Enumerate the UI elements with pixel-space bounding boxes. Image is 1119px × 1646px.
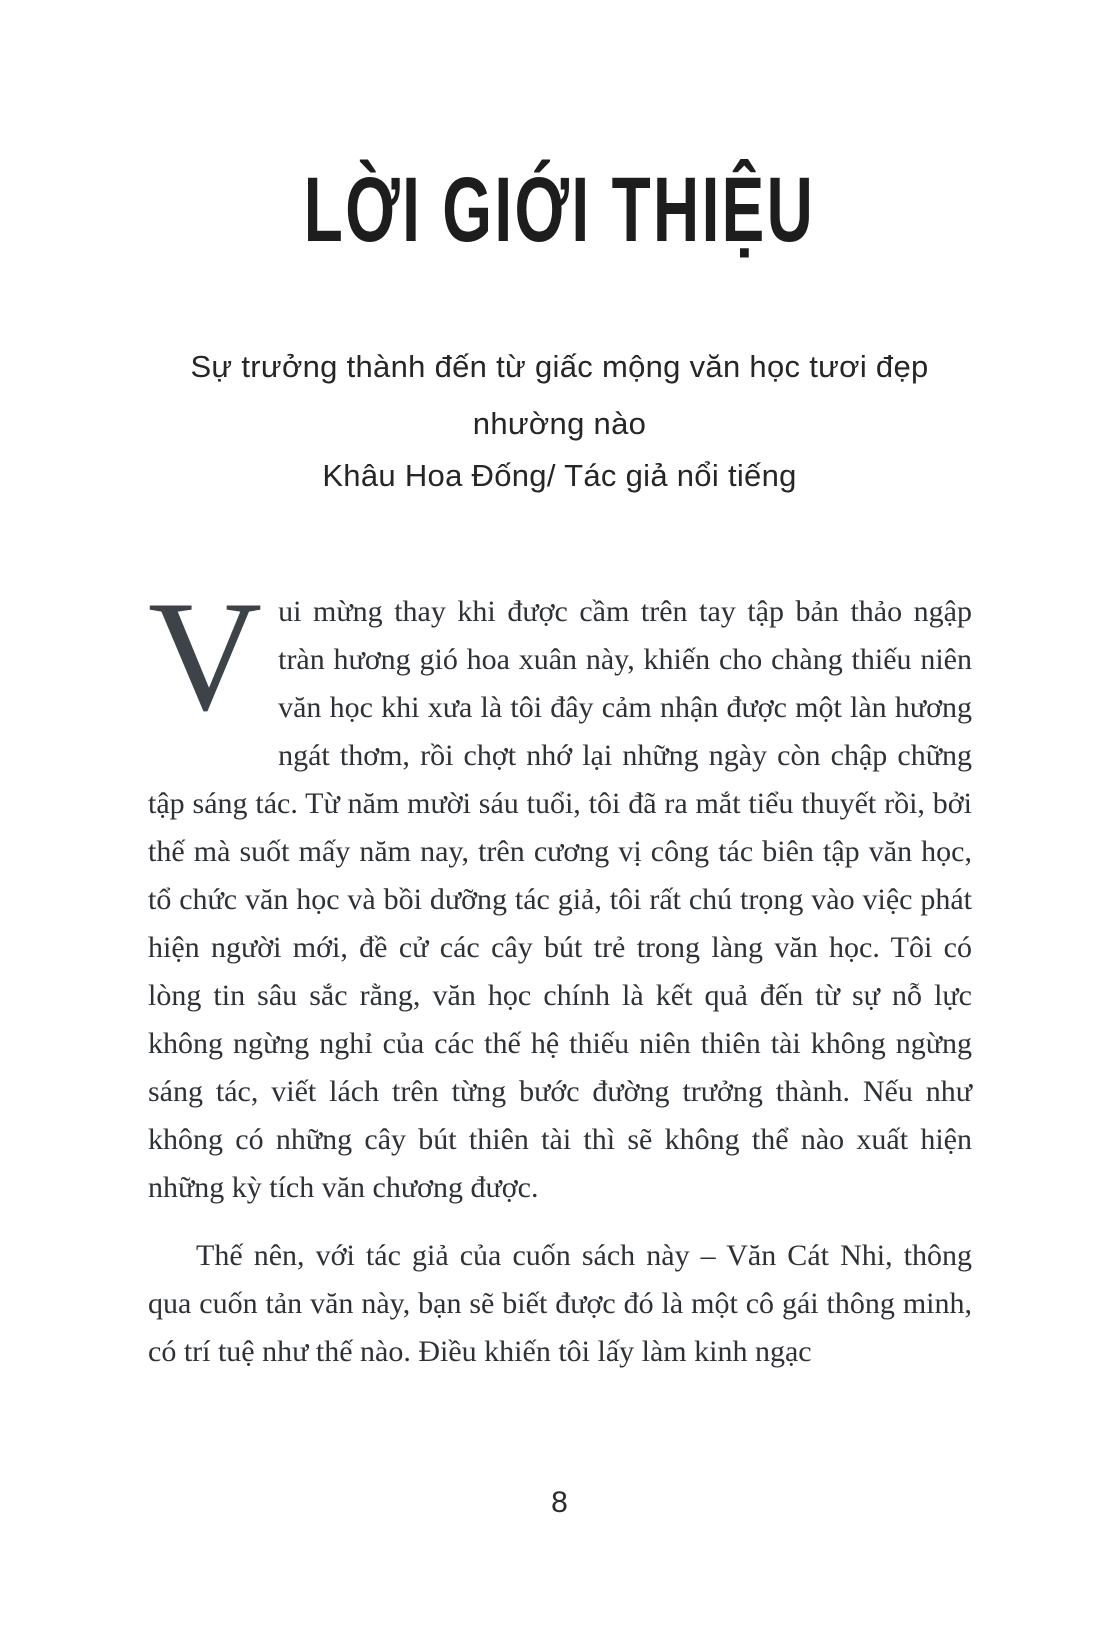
author-byline: Khâu Hoa Đống/ Tác giả nổi tiếng [322, 458, 797, 493]
paragraph-second: Thế nên, với tác giả của cuốn sách này – Văn Cát Nhi, thông qua cuốn tản văn này, bạn sẽ biết được đó là một cô gái thông minh, có trí tuệ như thế nào. Điều khiến tôi lấy làm kinh ngạc [148, 1239, 972, 1368]
drop-cap: V [148, 569, 263, 744]
body-text [148, 569, 972, 1376]
chapter-title: LỜI GIỚI THIỆU [303, 159, 816, 262]
paragraph-first-text: ui mừng thay khi được cầm trên tay tập bản thảo ngập tràn hương gió hoa xuân này, khiến cho chàng thiếu niên văn học khi xưa là tôi đây cảm nhận được một làn hương ngát thơm, rồi chợt nhớ lại những ngày còn chập chững tập sáng tác. Từ năm mười sáu tuổi, tôi đã ra mắt tiểu thuyết rồi, bởi thế mà suốt mấy năm nay, trên cương vị công tác biên tập văn học, tổ chức văn học và bồi dưỡng tác giả, tôi rất chú trọng vào việc phát hiện người mới, đề cử các cây bút trẻ trong làng văn học. Tôi có lòng tin sâu sắc rằng, văn học chính là kết quả đến từ sự nỗ lực không ngừng nghỉ của các thế hệ thiếu niên thiên tài không ngừng sáng tác, viết lách trên từng bước đường trưởng thành. Nếu như không có những cây bút thiên tài thì sẽ không thể nào xuất hiện những kỳ tích văn chương được. [148, 595, 972, 1204]
chapter-subtitle: Sự trưởng thành đến từ giấc mộng văn học tươi đẹp nhường nào [190, 349, 929, 441]
page-number: 8 [551, 1486, 568, 1519]
paragraph-first [148, 569, 972, 1212]
